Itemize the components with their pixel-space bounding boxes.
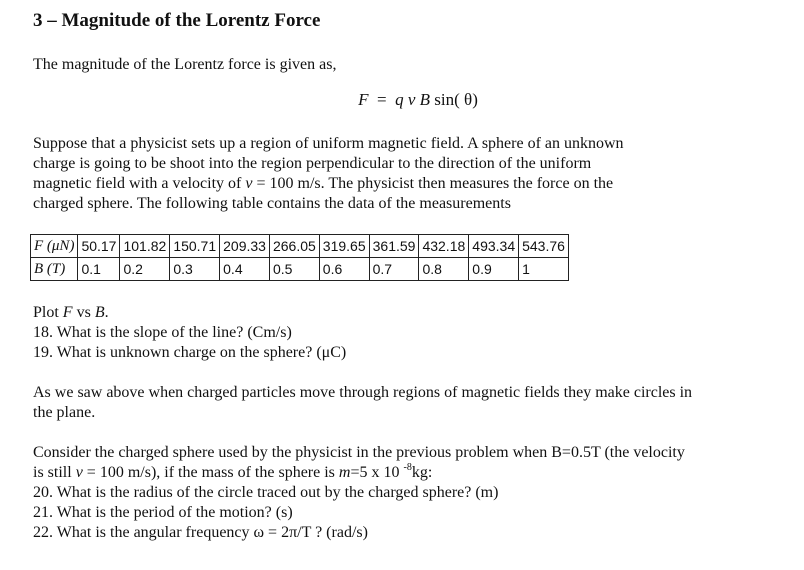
formula-v: v — [407, 90, 416, 109]
intro-text: The magnitude of the Lorentz force is given as, — [33, 56, 337, 73]
table-cell: 150.71 — [170, 235, 220, 258]
formula-F: F — [358, 90, 369, 109]
row-header-field: B (T) — [31, 258, 78, 281]
plot-instruction: Plot F vs B. — [33, 304, 109, 321]
paragraph-line: charge is going to be shoot into the region perpendicular to the direction of the uniform — [33, 155, 592, 172]
question-18: 18. What is the slope of the line? (Cm/s) — [33, 324, 292, 341]
table-cell: 0.2 — [120, 258, 170, 281]
table-cell: 101.82 — [120, 235, 170, 258]
question-19: 19. What is unknown charge on the sphere? (μC) — [33, 344, 347, 361]
paragraph-line: charged sphere. The following table contains the data of the measurements — [33, 195, 511, 212]
question-block-1 — [33, 303, 773, 543]
table-cell: 0.8 — [419, 258, 469, 281]
measurement-table — [30, 234, 569, 281]
table-cell: 319.65 — [319, 235, 369, 258]
section-title: 3 – Magnitude of the Lorentz Force — [33, 10, 321, 31]
table-cell: 543.76 — [519, 235, 569, 258]
table-cell: 0.3 — [170, 258, 220, 281]
table-cell: 493.34 — [469, 235, 519, 258]
table-cell: 0.4 — [220, 258, 270, 281]
formula-q: q — [395, 90, 404, 109]
paragraph-line: is still v = 100 m/s), if the mass of the sphere is m=5 x 10 $^{-8}$kg: — [33, 462, 433, 481]
table-cell: 0.5 — [269, 258, 319, 281]
table-cell: 209.33 — [220, 235, 270, 258]
paragraph-setup — [33, 134, 773, 214]
row-header-force: F (μN) — [31, 235, 78, 258]
formula-arg: ( θ) — [454, 90, 478, 109]
paragraph-line: Suppose that a physicist sets up a region of uniform magnetic field. A sphere of an unknown — [33, 135, 624, 152]
table-row-force — [31, 235, 569, 258]
lorentz-formula — [33, 89, 773, 111]
table-cell: 0.7 — [369, 258, 419, 281]
formula-equals: = — [377, 90, 387, 109]
question-20: 20. What is the radius of the circle traced out by the charged sphere? (m) — [33, 484, 499, 501]
table-cell: 50.17 — [78, 235, 120, 258]
formula-B: B — [419, 90, 431, 109]
table-cell: 266.05 — [269, 235, 319, 258]
document-page — [33, 8, 773, 543]
table-cell: 1 — [519, 258, 569, 281]
question-22: 22. What is the angular frequency ω = 2π/T ? (rad/s) — [33, 524, 368, 541]
table-cell: 432.18 — [419, 235, 469, 258]
table-cell: 0.1 — [78, 258, 120, 281]
question-21: 21. What is the period of the motion? (s) — [33, 504, 293, 521]
paragraph-line: magnetic field with a velocity of v = 100 m/s. The physicist then measures the force on the — [33, 175, 614, 192]
paragraph-line: Consider the charged sphere used by the physicist in the previous problem when B=0.5T (the velocity — [33, 444, 685, 461]
table-cell: 0.9 — [469, 258, 519, 281]
paragraph-line: the plane. — [33, 404, 96, 421]
paragraph-line: As we saw above when charged particles move through regions of magnetic fields they make circles in — [33, 384, 693, 401]
table-cell: 361.59 — [369, 235, 419, 258]
table-row-field — [31, 258, 569, 281]
formula-sin: sin — [434, 90, 455, 109]
table-cell: 0.6 — [319, 258, 369, 281]
